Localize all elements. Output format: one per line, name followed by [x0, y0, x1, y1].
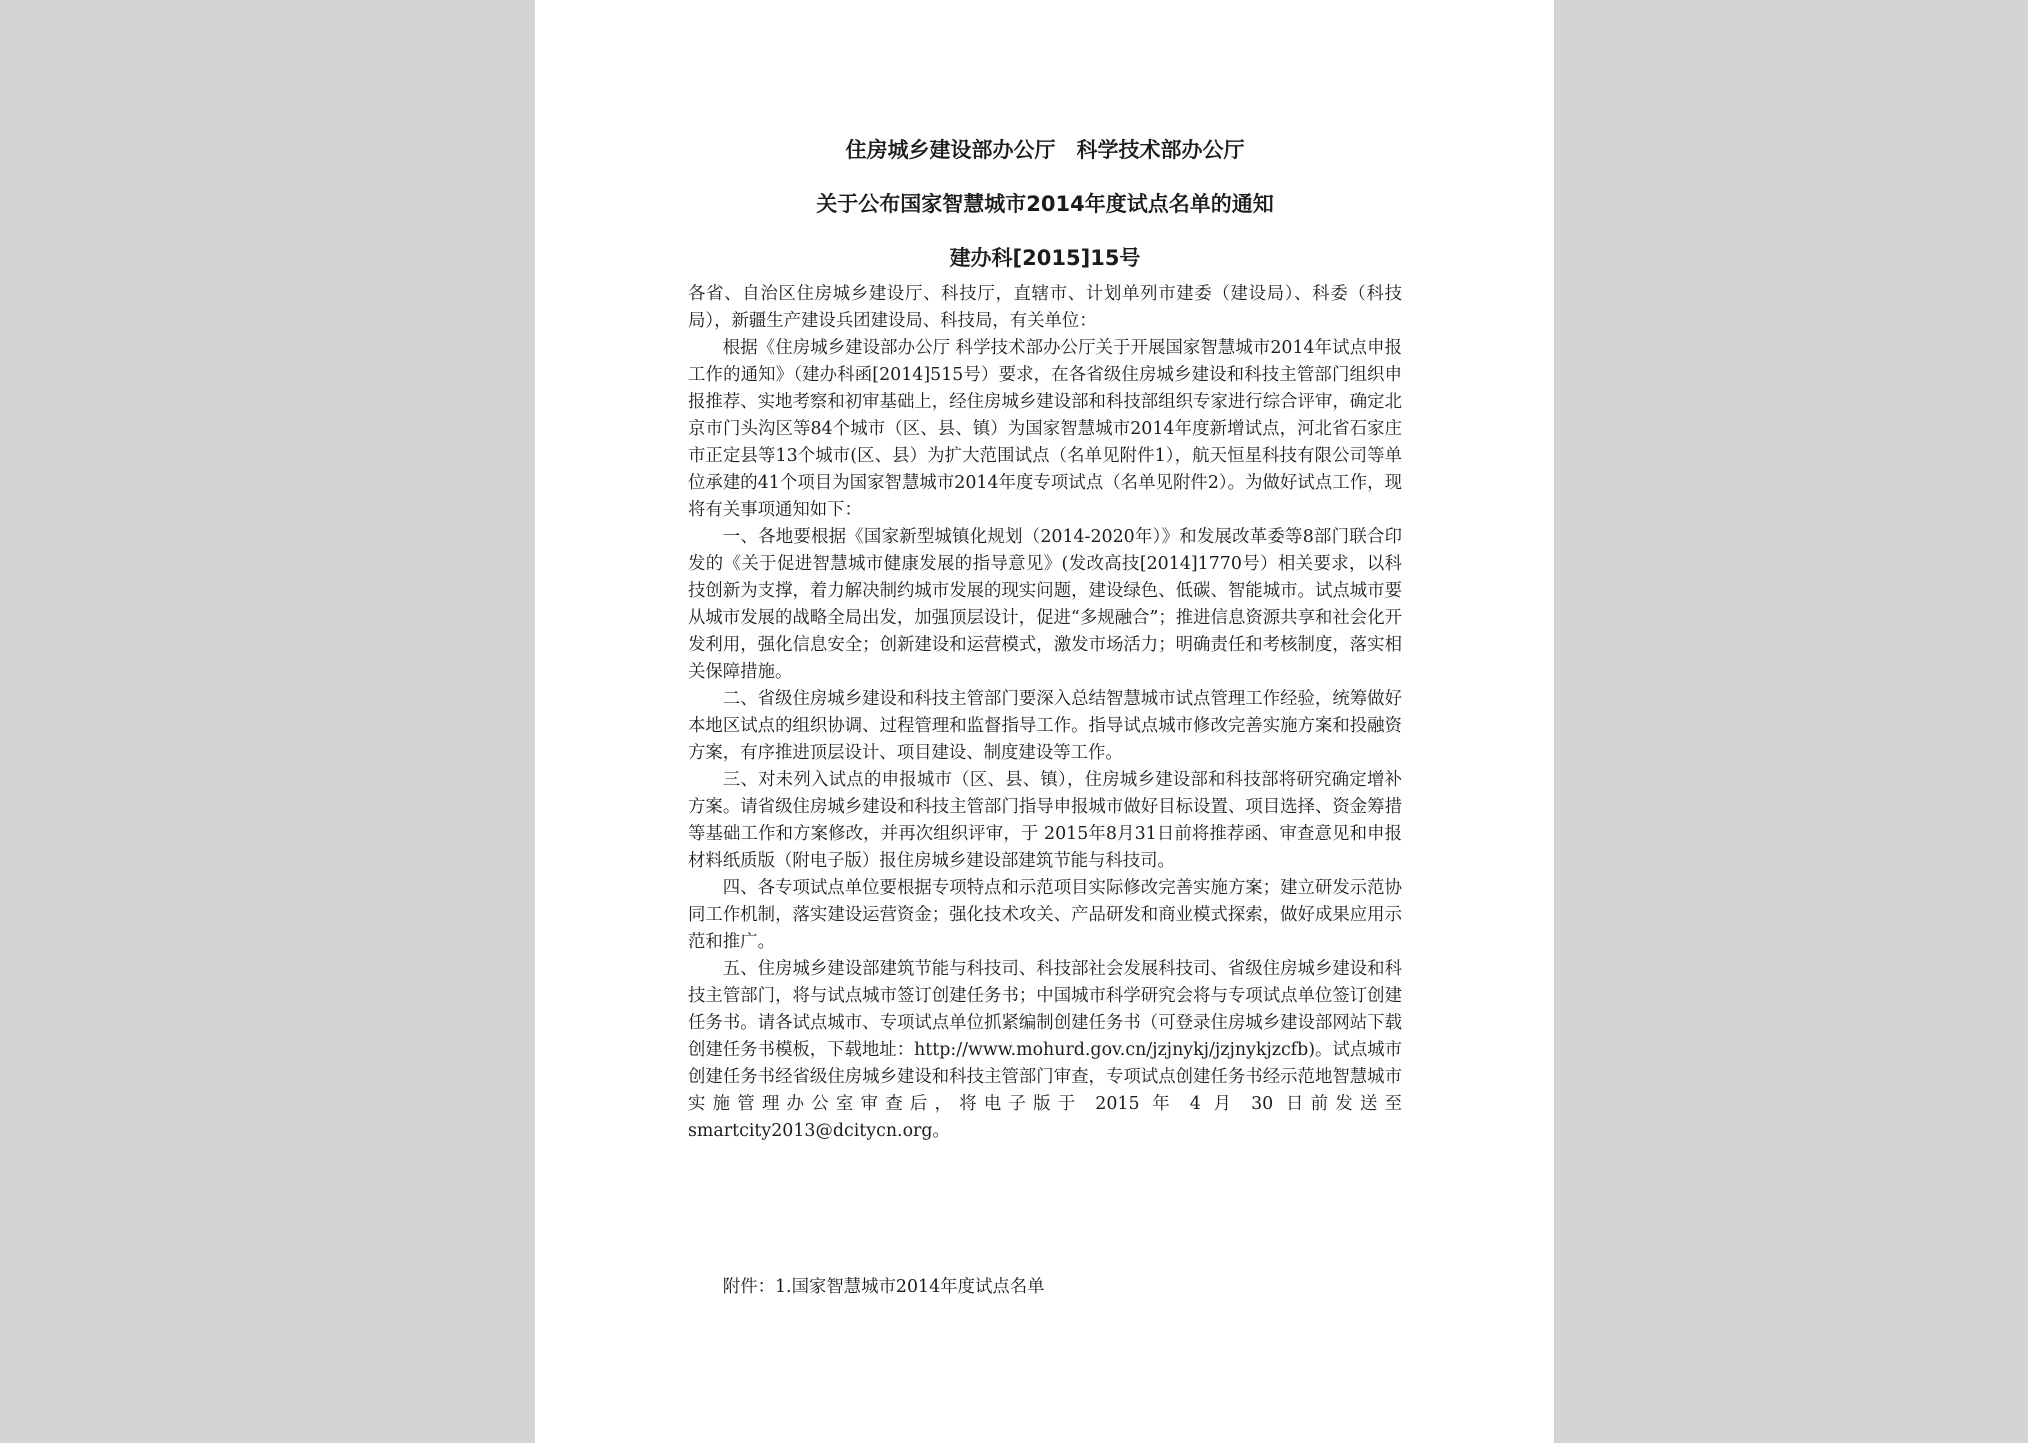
document-number: 建办科[2015]15号	[949, 246, 1141, 270]
document-page	[535, 0, 1554, 1443]
title-subject: 关于公布国家智慧城市2014年度试点名单的通知	[816, 192, 1274, 216]
salutation: 各省、自治区住房城乡建设厅、科技厅，直辖市、计划单列市建委（建设局）、科委（科技局），新疆生产建设兵团建设局、科技局，有关单位：	[688, 284, 1402, 331]
main-text	[688, 281, 1402, 1145]
paragraph-item-3: 三、对未列入试点的申报城市（区、县、镇），住房城乡建设部和科技部将研究确定增补方案。请省级住房城乡建设和科技主管部门指导申报城市做好目标设置、项目选择、资金筹措等基础工作和方案修改，并再次组织评审，于 2015年8月31日前将推荐函、审查意见和申报材料纸质版（附电子版）报住房城乡建设部建筑节能与科技司。	[688, 770, 1402, 871]
paragraph-item-2: 二、省级住房城乡建设和科技主管部门要深入总结智慧城市试点管理工作经验，统筹做好本地区试点的组织协调、过程管理和监督指导工作。指导试点城市修改完善实施方案和投融资方案，有序推进顶层设计、项目建设、制度建设等工作。	[688, 689, 1402, 763]
paragraph-item-4: 四、各专项试点单位要根据专项特点和示范项目实际修改完善实施方案；建立研发示范协同工作机制，落实建设运营资金；强化技术攻关、产品研发和商业模式探索，做好成果应用示范和推广。	[688, 878, 1402, 952]
paragraph-intro: 根据《住房城乡建设部办公厅 科学技术部办公厅关于开展国家智慧城市2014年试点申报工作的通知》（建办科函[2014]515号）要求，在各省级住房城乡建设和科技主管部门组织申报推荐、实地考察和初审基础上，经住房城乡建设部和科技部组织专家进行综合评审，确定北京市门头沟区等84个城市（区、县、镇）为国家智慧城市2014年度新增试点，河北省石家庄市正定县等13个城市(区、县）为扩大范围试点（名单见附件1），航天恒星科技有限公司等单位承建的41个项目为国家智慧城市2014年度专项试点（名单见附件2）。为做好试点工作，现将有关事项通知如下：	[688, 338, 1402, 520]
attachment-label: 附件：	[722, 1277, 775, 1297]
title-issuers: 住房城乡建设部办公厅 科学技术部办公厅	[845, 138, 1245, 162]
paragraph-item-5: 五、住房城乡建设部建筑节能与科技司、科技部社会发展科技司、省级住房城乡建设和科技主管部门，将与试点城市签订创建任务书；中国城市科学研究会将与专项试点单位签订创建任务书。请各试点城市、专项试点单位抓紧编制创建任务书（可登录住房城乡建设部网站下载创建任务书模板，下载地址：http://www.mohurd.gov.cn/jzjnykj/jzjnykjzcfb)。试点城市创建任务书经省级住房城乡建设和科技主管部门审查，专项试点创建任务书经示范地智慧城市实施管理办公室审查后，将电子版于 2015 年 4 月 30 日前发送至smartcity2013@dcitycn.org。	[688, 959, 1402, 1141]
paragraph-item-1: 一、各地要根据《国家新型城镇化规划（2014-2020年）》和发展改革委等8部门联合印发的《关于促进智慧城市健康发展的指导意见》(发改高技[2014]1770号）相关要求，以科技创新为支撑，着力解决制约城市发展的现实问题，建设绿色、低碳、智能城市。试点城市要从城市发展的战略全局出发，加强顶层设计，促进“多规融合”；推进信息资源共享和社会化开发利用，强化信息安全；创新建设和运营模式，激发市场活力；明确责任和考核制度，落实相关保障措施。	[688, 527, 1402, 682]
attachment-line	[688, 1274, 1402, 1301]
attachment-item: 1.国家智慧城市2014年度试点名单	[774, 1277, 1045, 1297]
